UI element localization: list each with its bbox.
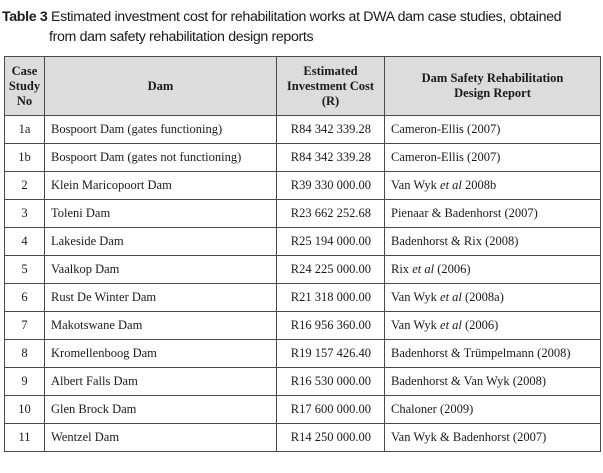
- design-report-cell: Pienaar & Badenhorst (2007): [385, 200, 601, 228]
- table-row: [5, 116, 601, 144]
- estimated-cost-cell: R16 956 360.00: [277, 312, 385, 340]
- case-study-no-cell: 1a: [5, 116, 45, 144]
- table-row: [5, 340, 601, 368]
- estimated-cost-cell: R17 600 000.00: [277, 396, 385, 424]
- report-year: (2006): [434, 262, 471, 276]
- estimated-cost-cell: R19 157 426.40: [277, 340, 385, 368]
- dam-name-cell: Klein Maricopoort Dam: [45, 172, 277, 200]
- table-row: [5, 256, 601, 284]
- case-study-no-cell: 6: [5, 284, 45, 312]
- report-author: Van Wyk: [391, 290, 441, 304]
- estimated-cost-cell: R23 662 252.68: [277, 200, 385, 228]
- report-year: (2008a): [461, 290, 504, 304]
- table-row: [5, 144, 601, 172]
- investment-cost-table: [4, 56, 601, 452]
- estimated-cost-cell: R84 342 339.28: [277, 116, 385, 144]
- table-row: [5, 228, 601, 256]
- table-body: [5, 116, 601, 452]
- case-study-no-cell: 4: [5, 228, 45, 256]
- estimated-cost-cell: R24 225 000.00: [277, 256, 385, 284]
- report-author: Van Wyk: [391, 178, 441, 192]
- report-et-al: et al: [412, 262, 435, 276]
- dam-name-cell: Glen Brock Dam: [45, 396, 277, 424]
- caption-line-1: Estimated investment cost for rehabilitation works at DWA dam case studies, obtained: [50, 9, 562, 25]
- dam-name-cell: Makotswane Dam: [45, 312, 277, 340]
- dam-name-cell: Rust De Winter Dam: [45, 284, 277, 312]
- report-et-al: et al: [440, 178, 462, 192]
- dam-name-cell: Bospoort Dam (gates not functioning): [45, 144, 277, 172]
- estimated-cost-cell: R16 530 000.00: [277, 368, 385, 396]
- design-report-cell: Van Wyk & Badenhorst (2007): [385, 424, 601, 452]
- estimated-cost-cell: R21 318 000.00: [277, 284, 385, 312]
- design-report-cell: [385, 256, 601, 284]
- estimated-cost-cell: R84 342 339.28: [277, 144, 385, 172]
- dam-name-cell: Lakeside Dam: [45, 228, 277, 256]
- table-row: [5, 200, 601, 228]
- dam-name-cell: Toleni Dam: [45, 200, 277, 228]
- report-et-al: et al: [440, 290, 462, 304]
- report-year: 2008b: [461, 178, 497, 192]
- case-study-no-cell: 11: [5, 424, 45, 452]
- case-study-no-cell: 10: [5, 396, 45, 424]
- dam-name-cell: Albert Falls Dam: [45, 368, 277, 396]
- table-row: [5, 424, 601, 452]
- table-caption: [2, 7, 600, 47]
- dam-name-cell: Bospoort Dam (gates functioning): [45, 116, 277, 144]
- table-header-row: [5, 57, 601, 116]
- table-row: [5, 172, 601, 200]
- case-study-no-cell: 9: [5, 368, 45, 396]
- case-study-no-cell: 2: [5, 172, 45, 200]
- table-row: [5, 312, 601, 340]
- case-study-no-cell: 7: [5, 312, 45, 340]
- table-row: [5, 368, 601, 396]
- dam-name-cell: Wentzel Dam: [45, 424, 277, 452]
- table-row: [5, 396, 601, 424]
- design-report-cell: Cameron-Ellis (2007): [385, 144, 601, 172]
- design-report-cell: Cameron-Ellis (2007): [385, 116, 601, 144]
- header-case-study-no: Case Study No: [5, 57, 45, 116]
- report-et-al: et al: [440, 318, 462, 332]
- case-study-no-cell: 8: [5, 340, 45, 368]
- design-report-cell: [385, 172, 601, 200]
- report-author: Rix: [391, 262, 413, 276]
- header-estimated-cost: Estimated Investment Cost (R): [277, 57, 385, 116]
- header-design-report: Dam Safety Rehabilitation Design Report: [385, 57, 601, 116]
- estimated-cost-cell: R25 194 000.00: [277, 228, 385, 256]
- report-year: (2006): [461, 318, 499, 332]
- estimated-cost-cell: R39 330 000.00: [277, 172, 385, 200]
- table-label: Table 3: [2, 9, 48, 25]
- design-report-cell: [385, 284, 601, 312]
- design-report-cell: Badenhorst & Trümpelmann (2008): [385, 340, 601, 368]
- header-dam: Dam: [45, 57, 277, 116]
- design-report-cell: Badenhorst & Van Wyk (2008): [385, 368, 601, 396]
- caption-line-2: from dam safety rehabilitation design reports: [49, 29, 314, 45]
- case-study-no-cell: 1b: [5, 144, 45, 172]
- dam-name-cell: Vaalkop Dam: [45, 256, 277, 284]
- design-report-cell: Badenhorst & Rix (2008): [385, 228, 601, 256]
- estimated-cost-cell: R14 250 000.00: [277, 424, 385, 452]
- table-row: [5, 284, 601, 312]
- report-author: Van Wyk: [391, 318, 441, 332]
- dam-name-cell: Kromellenboog Dam: [45, 340, 277, 368]
- case-study-no-cell: 5: [5, 256, 45, 284]
- case-study-no-cell: 3: [5, 200, 45, 228]
- design-report-cell: [385, 312, 601, 340]
- design-report-cell: Chaloner (2009): [385, 396, 601, 424]
